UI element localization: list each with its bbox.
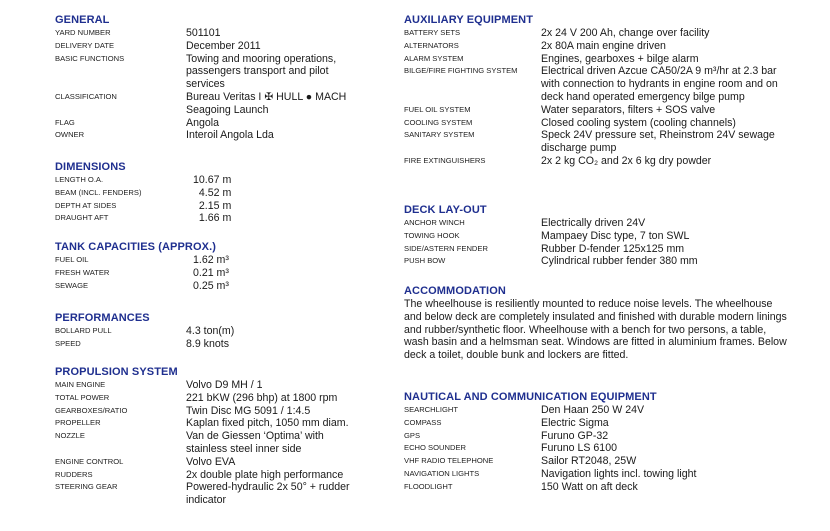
spec-row	[404, 468, 786, 481]
spec-value: 150 Watt on aft deck	[541, 480, 638, 493]
spec-value: 4.3 ton(m)	[186, 325, 235, 337]
spec-row	[404, 255, 786, 268]
spec-value: 2x 24 V 200 Ah, change over facility	[541, 27, 710, 39]
spec-label: ENGINE CONTROL	[55, 456, 124, 466]
spec-label: SPEED	[55, 338, 81, 348]
spec-value: Den Haan 250 W 24V	[541, 404, 645, 416]
spec-value: Bureau Veritas I ✠ HULL ● MACH Seagoing Launch	[186, 90, 350, 116]
spec-value: Electrical driven Azcue CA50/2A 9 m³/hr at 2.3 bar with connection to hydrants in engine room and on deck hand operated emergency bilge pump	[541, 65, 781, 103]
spec-value: Cylindrical rubber fender 380 mm	[541, 255, 698, 268]
spec-label: DEPTH AT SIDES	[55, 200, 117, 210]
spec-label: LENGTH O.A.	[55, 175, 104, 184]
spec-label: ALTERNATORS	[404, 40, 459, 50]
spec-value: Furuno LS 6100	[541, 442, 617, 455]
spec-value: 8.9 knots	[186, 337, 229, 350]
spec-label: MAIN ENGINE	[55, 380, 106, 389]
spec-value: Speck 24V pressure set, Rheinstrom 24V sewage discharge pump	[541, 129, 778, 155]
spec-value: 0.21 m³	[193, 266, 229, 279]
spec-label: NAVIGATION LIGHTS	[404, 468, 480, 478]
spec-label: GPS	[404, 430, 421, 440]
spec-value: 221 bKW (296 bhp) at 1800 rpm	[186, 391, 338, 404]
spec-value: Volvo D9 MH / 1	[186, 379, 263, 391]
section-deck-lay-out	[404, 203, 786, 268]
spec-value: 2x 2 kg CO₂ and 2x 6 kg dry powder	[541, 154, 712, 167]
spec-row	[404, 455, 786, 468]
spec-value: Rubber D-fender 125x125 mm	[541, 242, 685, 255]
spec-value: Angola	[186, 116, 219, 129]
spec-row	[55, 338, 354, 351]
spec-value: Kaplan fixed pitch, 1050 mm diam.	[186, 417, 349, 430]
spec-label: YARD NUMBER	[55, 28, 111, 37]
spec-label: FLAG	[55, 117, 75, 127]
spec-row	[404, 53, 786, 66]
section-heading: NAUTICAL AND COMMUNICATION EQUIPMENT	[404, 391, 657, 403]
spec-label: OWNER	[55, 130, 85, 140]
spec-label: DELIVERY DATE	[55, 40, 115, 50]
spec-label: BATTERY SETS	[404, 28, 461, 37]
spec-label: BOLLARD PULL	[55, 326, 112, 335]
spec-row	[404, 417, 786, 430]
spec-value: Furuno GP-32	[541, 429, 609, 442]
spec-row	[55, 417, 354, 430]
spec-row	[404, 217, 786, 230]
spec-row	[55, 392, 354, 405]
spec-row	[404, 117, 786, 130]
spec-label: COOLING SYSTEM	[404, 117, 473, 127]
section-heading: AUXILIARY EQUIPMENT	[404, 14, 534, 26]
spec-label: PUSH BOW	[404, 256, 446, 266]
spec-row	[55, 40, 354, 53]
spec-value: Volvo EVA	[186, 455, 236, 468]
spec-label: TOTAL POWER	[55, 392, 110, 402]
section-heading: DECK LAY-OUT	[404, 204, 487, 216]
spec-row	[55, 187, 361, 200]
spec-value: Engines, gearboxes + bilge alarm	[541, 52, 699, 65]
spec-row	[55, 456, 354, 469]
spec-label: FIRE EXTINGUISHERS	[404, 155, 486, 165]
spec-row	[404, 243, 786, 256]
spec-value: Water separators, filters + SOS valve	[541, 103, 716, 116]
spec-row	[404, 27, 786, 40]
spec-value: 2x double plate high performance	[186, 468, 344, 481]
spec-value: Van de Giessen ‘Optima’ with stainless steel inner side	[186, 430, 327, 455]
spec-value: 4.52 m	[193, 186, 232, 199]
spec-row	[55, 27, 354, 40]
spec-value: 2.15 m	[193, 199, 232, 212]
spec-row	[55, 280, 361, 293]
section-heading: PERFORMANCES	[55, 312, 150, 324]
spec-row	[55, 200, 361, 213]
spec-label: ALARM SYSTEM	[404, 53, 464, 63]
spec-value: 10.67 m	[193, 174, 232, 186]
spec-value: 1.62 m³	[193, 254, 229, 266]
spec-row	[404, 481, 786, 494]
section-heading: GENERAL	[55, 14, 110, 26]
spec-value: Twin Disc MG 5091 / 1:4.5	[186, 404, 311, 417]
spec-label: FRESH WATER	[55, 267, 110, 277]
spec-label: DRAUGHT AFT	[55, 213, 109, 223]
spec-value: Interoil Angola Lda	[186, 129, 274, 142]
spec-row	[55, 469, 354, 482]
spec-label: SEARCHLIGHT	[404, 405, 459, 414]
section-tank-capacities	[55, 240, 361, 292]
section-dimensions	[55, 160, 361, 225]
spec-label: COMPASS	[404, 417, 442, 427]
section-paragraph: The wheelhouse is resiliently mounted to reduce noise levels. The wheelhouse and below deck are completely insulated and finished with durable modern linings and rubber/synthetic floor. Wheelhouse with a bench for two persons, a table, wash basin and a helmsman seat. Windows are fitted in aluminium frames. Below deck a toilet, double bunk and lockers are fitted.	[404, 298, 787, 362]
spec-row	[55, 129, 354, 142]
section-nautical-and-communication-equipment	[404, 390, 786, 494]
spec-value: Closed cooling system (cooling channels)	[541, 116, 736, 129]
spec-label: TOWING HOOK	[404, 230, 460, 240]
spec-row	[55, 91, 354, 117]
spec-row	[55, 430, 354, 456]
spec-row	[55, 267, 361, 280]
spec-row	[404, 404, 786, 417]
spec-row	[55, 117, 354, 130]
spec-label: BASIC FUNCTIONS	[55, 53, 125, 63]
spec-value: Sailor RT2048, 25W	[541, 455, 637, 468]
spec-row	[404, 65, 786, 103]
section-auxiliary-equipment	[404, 13, 786, 168]
spec-label: SIDE/ASTERN FENDER	[404, 243, 488, 253]
spec-label: VHF RADIO TELEPHONE	[404, 456, 494, 466]
spec-row	[404, 155, 786, 168]
spec-row	[55, 212, 361, 225]
spec-value: 2x 80A main engine driven	[541, 39, 666, 52]
spec-value: 501101	[186, 27, 221, 39]
spec-row	[55, 53, 354, 91]
spec-row	[55, 481, 354, 507]
spec-value: December 2011	[186, 39, 261, 52]
spec-label: ECHO SOUNDER	[404, 443, 467, 453]
spec-value: 1.66 m	[193, 212, 232, 225]
spec-label: BILGE/FIRE FIGHTING SYSTEM	[404, 66, 518, 76]
spec-label: NOZZLE	[55, 431, 85, 441]
section-heading: DIMENSIONS	[55, 161, 126, 173]
spec-label: RUDDERS	[55, 469, 93, 479]
spec-label: FLOODLIGHT	[404, 481, 453, 491]
spec-row	[404, 430, 786, 443]
spec-row	[404, 230, 786, 243]
section-performances	[55, 311, 354, 351]
section-accommodation	[404, 284, 789, 362]
spec-label: FUEL OIL	[55, 255, 89, 264]
spec-value: Electrically driven 24V	[541, 217, 646, 229]
spec-value: 0.25 m³	[193, 279, 229, 292]
spec-label: SANITARY SYSTEM	[404, 130, 475, 140]
spec-label: SEWAGE	[55, 280, 89, 290]
spec-label: GEARBOXES/RATIO	[55, 405, 128, 415]
spec-label: CLASSIFICATION	[55, 91, 117, 101]
section-general	[55, 13, 354, 142]
spec-value: Towing and mooring operations, passengers transport and pilot services	[186, 52, 340, 91]
spec-row	[55, 254, 361, 267]
spec-row	[404, 129, 786, 155]
spec-row	[404, 442, 786, 455]
spec-row	[55, 379, 354, 392]
spec-row	[55, 325, 354, 338]
spec-value: Navigation lights incl. towing light	[541, 467, 697, 480]
spec-value: Powered-hydraulic 2x 50° + rudder indicator	[186, 481, 353, 507]
section-heading: PROPULSION SYSTEM	[55, 366, 178, 378]
spec-row	[55, 405, 354, 418]
spec-row	[404, 40, 786, 53]
section-propulsion-system	[55, 365, 354, 507]
section-heading: ACCOMMODATION	[404, 285, 506, 297]
spec-label: ANCHOR WINCH	[404, 218, 465, 227]
spec-label: FUEL OIL SYSTEM	[404, 104, 471, 114]
spec-label: STEERING GEAR	[55, 482, 118, 492]
spec-value: Electric Sigma	[541, 416, 609, 429]
spec-row	[404, 104, 786, 117]
section-heading: TANK CAPACITIES (APPROX.)	[55, 241, 216, 253]
spec-label: PROPELLER	[55, 418, 101, 428]
spec-row	[55, 174, 361, 187]
spec-value: Mampaey Disc type, 7 ton SWL	[541, 229, 690, 242]
spec-label: BEAM (INCL. FENDERS)	[55, 187, 142, 197]
